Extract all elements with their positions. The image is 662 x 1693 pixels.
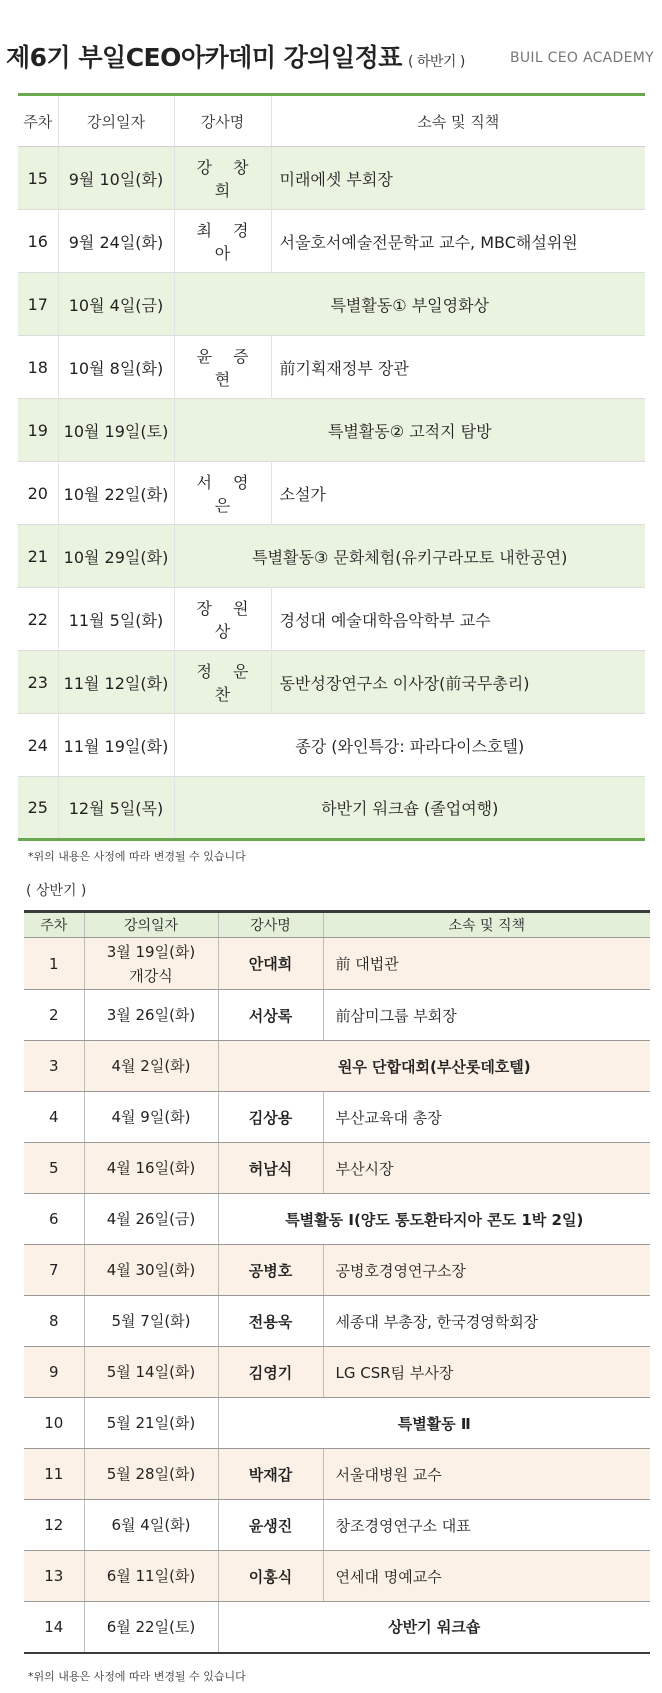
row-no: 3 (24, 1041, 84, 1092)
table-row (18, 651, 645, 714)
row-lecturer: 공병호 (218, 1245, 323, 1296)
academy-name: BUIL CEO ACADEMY (509, 50, 654, 66)
table-row (18, 147, 645, 210)
row-lecturer: 김상용 (218, 1092, 323, 1143)
row-event: 특별활동 Ⅰ(양도 통도환타지아 콘도 1박 2일) (218, 1194, 650, 1245)
row-no: 2 (24, 990, 84, 1041)
first-half-rows (24, 938, 650, 1653)
row-date-text: 5월 28일(화) (106, 1465, 196, 1483)
row-no: 7 (24, 1245, 84, 1296)
row-event: 상반기 워크숍 (218, 1602, 650, 1653)
table-row (24, 1449, 650, 1500)
row-date-text: 6월 22일(토) (106, 1617, 196, 1636)
row-affiliation: 경성대 예술대학음악학부 교수 (279, 610, 491, 630)
row-affiliation: LG CSR팀 부사장 (323, 1347, 650, 1398)
row-date-text: 9월 10일(화) (68, 169, 164, 189)
page-title (6, 38, 465, 74)
row-date-text: 9월 24일(화) (68, 232, 164, 252)
first-half-schedule-table (24, 910, 650, 1654)
title-subtitle: ( 하반기 ) (407, 54, 465, 70)
row-no: 25 (18, 777, 58, 840)
table-row (18, 525, 645, 588)
second-half-schedule-table (18, 93, 645, 841)
row-date-text: 4월 26일(금) (106, 1210, 196, 1228)
row-event: 특별활동 Ⅱ (218, 1398, 650, 1449)
row-lecturer: 서 영 은 (174, 462, 271, 525)
row-affiliation: 前 대법관 (323, 938, 650, 990)
row-no: 15 (18, 147, 58, 210)
row-event: 특별활동① 부일영화상 (174, 273, 645, 336)
row-date (58, 588, 174, 651)
table-row (24, 1092, 650, 1143)
row-date (84, 1296, 218, 1347)
row-no: 24 (18, 714, 58, 777)
row-date-text: 10월 22일(화) (63, 484, 169, 504)
row-date (84, 1449, 218, 1500)
table-row (24, 1245, 650, 1296)
row-date-text: 11월 12일(화) (63, 673, 169, 693)
row-date (84, 1245, 218, 1296)
row-no: 23 (18, 651, 58, 714)
row-affiliation: 공병호경영연구소장 (323, 1245, 650, 1296)
table-row (18, 462, 645, 525)
row-lecturer: 허남식 (218, 1143, 323, 1194)
table-row (24, 1143, 650, 1194)
row-no: 17 (18, 273, 58, 336)
row-no: 6 (24, 1194, 84, 1245)
row-no: 9 (24, 1347, 84, 1398)
table-row (24, 938, 650, 990)
row-no: 12 (24, 1500, 84, 1551)
row-event: 하반기 워크숍 (졸업여행) (174, 777, 645, 840)
second-half-rows (18, 147, 645, 840)
row-affiliation: 서울대병원 교수 (323, 1449, 650, 1500)
row-no: 5 (24, 1143, 84, 1194)
first-half-note: *위의 내용은 사정에 따라 변경될 수 있습니다 (28, 1670, 246, 1683)
row-date (58, 273, 174, 336)
row-date (58, 525, 174, 588)
table-row (24, 1347, 650, 1398)
table-row (18, 336, 645, 399)
row-date (58, 651, 174, 714)
row-no: 8 (24, 1296, 84, 1347)
header-affiliation: 소속 및 직책 (323, 912, 650, 938)
table-row (24, 1551, 650, 1602)
row-affiliation: 연세대 명예교수 (323, 1551, 650, 1602)
table-header-row (24, 912, 650, 938)
row-lecturer: 최 경 아 (174, 210, 271, 273)
header-date: 강의일자 (58, 95, 174, 147)
row-date-text: 5월 14일(화) (106, 1363, 196, 1381)
table-row (18, 588, 645, 651)
row-date-text: 5월 7일(화) (111, 1312, 191, 1330)
row-no: 10 (24, 1398, 84, 1449)
row-lecturer: 전용욱 (218, 1296, 323, 1347)
row-date (84, 990, 218, 1041)
row-date-text: 10월 19일(토) (63, 421, 169, 441)
row-lecturer: 안대희 (218, 938, 323, 990)
row-affiliation: 동반성장연구소 이사장(前국무총리) (271, 651, 645, 714)
row-affiliation: 前삼미그룹 부회장 (323, 990, 650, 1041)
row-lecturer: 윤 증 현 (174, 336, 271, 399)
table-row (24, 1398, 650, 1449)
row-date (84, 1194, 218, 1245)
row-date (84, 1092, 218, 1143)
row-lecturer: 강 창 희 (174, 147, 271, 210)
row-lecturer: 김영기 (218, 1347, 323, 1398)
row-date (84, 1398, 218, 1449)
row-date (84, 1500, 218, 1551)
table-row (18, 399, 645, 462)
second-half-note: *위의 내용은 사정에 따라 변경될 수 있습니다 (28, 850, 246, 863)
table-header-row (18, 95, 645, 147)
row-date (58, 777, 174, 840)
row-date-text: 10월 4일(금) (68, 295, 164, 315)
row-no: 13 (24, 1551, 84, 1602)
row-event: 특별활동② 고적지 탐방 (174, 399, 645, 462)
row-date (84, 1551, 218, 1602)
row-date-text: 6월 4일(화) (111, 1516, 191, 1534)
row-date-text: 10월 8일(화) (68, 358, 164, 378)
row-affiliation: 소설가 (279, 484, 326, 504)
table-row (18, 210, 645, 273)
row-lecturer: 박재갑 (218, 1449, 323, 1500)
row-date (58, 714, 174, 777)
table-row (24, 1500, 650, 1551)
table-row (24, 1194, 650, 1245)
header-date: 강의일자 (84, 912, 218, 938)
row-date-text: 4월 2일(화) (111, 1057, 191, 1075)
row-date-text: 11월 19일(화) (63, 736, 169, 756)
row-no: 14 (24, 1602, 84, 1653)
row-date (84, 938, 218, 990)
row-date (84, 1347, 218, 1398)
row-date (58, 210, 174, 273)
table-row (24, 1041, 650, 1092)
header-lecturer: 강사명 (174, 95, 271, 147)
row-date (58, 336, 174, 399)
row-date (84, 1041, 218, 1092)
row-date-text: 4월 30일(화) (106, 1261, 196, 1279)
page-header (0, 0, 662, 70)
table-row (24, 1602, 650, 1653)
row-lecturer: 장 원 상 (174, 588, 271, 651)
row-affiliation: 세종대 부총장, 한국경영학회장 (323, 1296, 650, 1347)
table-row (24, 1296, 650, 1347)
row-no: 1 (24, 938, 84, 990)
row-no: 18 (18, 336, 58, 399)
row-date-text: 3월 19일(화) (106, 942, 196, 961)
row-date-text: 4월 16일(화) (106, 1159, 196, 1177)
row-date-text: 3월 26일(화) (106, 1006, 196, 1024)
row-date (84, 1143, 218, 1194)
row-no: 4 (24, 1092, 84, 1143)
row-date-text: 4월 9일(화) (111, 1108, 191, 1126)
header-no: 주차 (18, 95, 58, 147)
row-lecturer: 이홍식 (218, 1551, 323, 1602)
row-no: 16 (18, 210, 58, 273)
header-lecturer: 강사명 (218, 912, 323, 938)
table-row (18, 273, 645, 336)
row-lecturer: 정 운 찬 (174, 651, 271, 714)
row-affiliation: 창조경영연구소 대표 (323, 1500, 650, 1551)
row-lecturer: 윤생진 (218, 1500, 323, 1551)
row-date-text: 12월 5일(목) (68, 799, 164, 818)
row-date (58, 147, 174, 210)
row-no: 21 (18, 525, 58, 588)
header-no: 주차 (24, 912, 84, 938)
table-row (24, 990, 650, 1041)
first-half-label: ( 상반기 ) (26, 883, 87, 899)
row-affiliation: 부산교육대 총장 (323, 1092, 650, 1143)
row-affiliation: 前기획재정부 장관 (279, 358, 409, 378)
row-date (84, 1602, 218, 1653)
row-affiliation: 부산시장 (323, 1143, 650, 1194)
row-no: 19 (18, 399, 58, 462)
row-date-text: 6월 11일(화) (106, 1567, 196, 1585)
row-date-note: 개강식 (129, 966, 173, 985)
row-date-text: 5월 21일(화) (106, 1414, 196, 1432)
row-date-text: 11월 5일(화) (68, 610, 164, 630)
row-event: 특별활동③ 문화체험(유키구라모토 내한공연) (174, 525, 645, 588)
table-row (18, 777, 645, 840)
header-affiliation: 소속 및 직책 (271, 95, 645, 147)
row-no: 20 (18, 462, 58, 525)
row-no: 22 (18, 588, 58, 651)
row-no: 11 (24, 1449, 84, 1500)
table-row (18, 714, 645, 777)
row-date-text: 10월 29일(화) (63, 547, 169, 567)
row-event: 원우 단합대회(부산롯데호텔) (218, 1041, 650, 1092)
row-affiliation: 미래에셋 부회장 (271, 147, 645, 210)
row-lecturer: 서상록 (218, 990, 323, 1041)
row-affiliation: 서울호서예술전문학교 교수, MBC해설위원 (279, 232, 578, 252)
row-date (58, 462, 174, 525)
row-event: 종강 (와인특강: 파라다이스호텔) (295, 736, 525, 756)
row-date (58, 399, 174, 462)
title-text: 제6기 부일CEO아카데미 강의일정표 (6, 43, 402, 72)
